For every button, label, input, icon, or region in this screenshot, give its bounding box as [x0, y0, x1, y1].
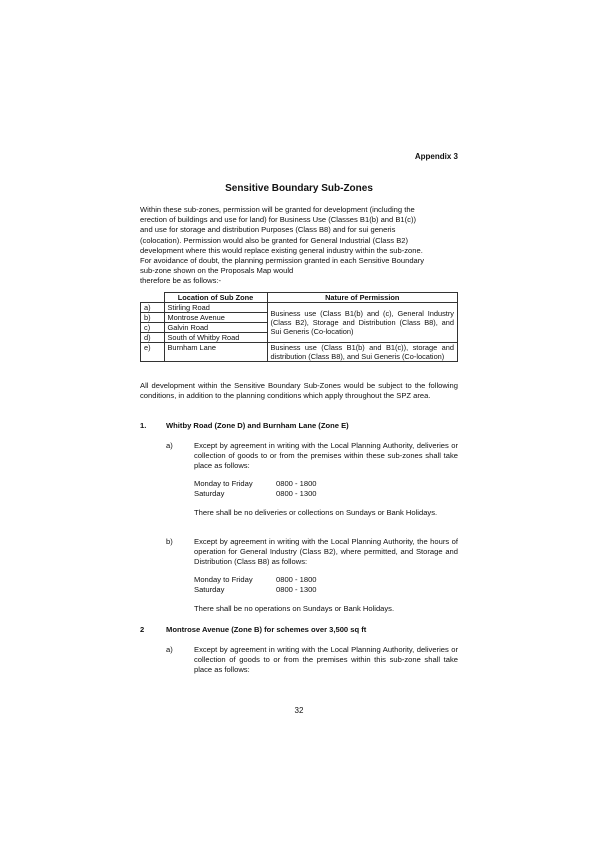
- section-2-item-a-letter: a): [166, 645, 173, 654]
- section-1-note-b: There shall be no operations on Sundays or Bank Holidays.: [194, 604, 395, 613]
- schedule-row: [194, 575, 317, 585]
- intro-line: sub-zone shown on the Proposals Map would: [140, 266, 294, 276]
- schedule-day: Monday to Friday: [194, 575, 253, 584]
- conditions-paragraph: All development within the Sensitive Boundary Sub-Zones would be subject to the following conditions, in addition to the planning conditions which apply throughout the SPZ area.: [140, 381, 458, 401]
- schedule-day: Saturday: [194, 585, 225, 595]
- appendix-label: Appendix 3: [414, 152, 458, 161]
- section-2-number: 2: [140, 625, 145, 634]
- schedule-day: Saturday: [194, 489, 225, 499]
- section-1-item-b-text: Except by agreement in writing with the Local Planning Authority, the hours of operation for General Industry (Class B2), where permitted, and Storage and Distribution (Class B8) as follows:: [194, 537, 458, 567]
- table-header-row: [141, 293, 458, 303]
- section-1-item-a-letter: a): [166, 441, 173, 450]
- row-location: Montrose Avenue: [164, 313, 267, 323]
- header-permission: Nature of Permission: [267, 293, 458, 303]
- schedule-row: [194, 479, 317, 489]
- schedule-time: 0800 - 1800: [276, 575, 317, 584]
- schedule-day: Monday to Friday: [194, 479, 253, 488]
- section-1-number: 1.: [140, 421, 147, 430]
- section-1-note-a: There shall be no deliveries or collections on Sundays or Bank Holidays.: [194, 508, 438, 517]
- permission-e-cell: Business use (Class B1(b) and B1(c)), storage and distribution (Class B8), and Sui Generis (Co-location): [267, 343, 458, 362]
- row-location: Burnham Lane: [164, 343, 267, 362]
- section-2-item-a-text: Except by agreement in writing with the Local Planning Authority, deliveries or collection of goods to or from the premises within this sub-zone shall take place as follows:: [194, 645, 458, 675]
- schedule-time: 0800 - 1300: [276, 585, 317, 595]
- page-number: 32: [294, 706, 304, 715]
- header-location: Location of Sub Zone: [164, 293, 267, 303]
- sub-zone-table: [140, 292, 458, 362]
- schedule-a: [194, 479, 317, 499]
- intro-line: and use for storage and distribution Purposes (Class B8) and for sui generis: [140, 225, 396, 235]
- row-location: Stirling Road: [164, 303, 267, 313]
- section-2-title: Montrose Avenue (Zone B) for schemes over 3,500 sq ft: [166, 625, 367, 634]
- table-header-blank: [141, 293, 165, 303]
- row-letter: a): [141, 303, 165, 313]
- row-letter: b): [141, 313, 165, 323]
- intro-line: therefore be as follows:-: [140, 276, 222, 286]
- section-1-item-b-letter: b): [166, 537, 173, 546]
- schedule-row: [194, 585, 317, 595]
- intro-line: (colocation). Permission would also be granted for General Industrial (Class B2): [140, 235, 409, 245]
- page-title: Sensitive Boundary Sub-Zones: [225, 183, 373, 194]
- table-row: [141, 343, 458, 362]
- row-letter: c): [141, 323, 165, 333]
- row-location: Galvin Road: [164, 323, 267, 333]
- table-row: [141, 303, 458, 313]
- permission-group-cell: Business use (Class B1(b) and (c), General Industry (Class B2), Storage and Distribution (Class B8), and Sui Generis (Co-location): [267, 303, 458, 343]
- intro-line: erection of buildings and use for land) for Business Use (Classes B1(b) and B1(c)): [140, 215, 417, 225]
- row-letter: e): [141, 343, 165, 362]
- intro-line: For avoidance of doubt, the planning permission granted in each Sensitive Boundary: [140, 256, 425, 266]
- intro-line: development where this would replace existing general industry within the sub-zone.: [140, 245, 423, 255]
- schedule-row: [194, 489, 317, 499]
- section-1-title: Whitby Road (Zone D) and Burnham Lane (Zone E): [166, 421, 349, 430]
- row-letter: d): [141, 333, 165, 343]
- row-location: South of Whitby Road: [164, 333, 267, 343]
- schedule-time: 0800 - 1300: [276, 489, 317, 499]
- schedule-b: [194, 575, 317, 595]
- intro-paragraph: [140, 205, 458, 287]
- schedule-time: 0800 - 1800: [276, 479, 317, 488]
- intro-line: Within these sub-zones, permission will be granted for development (including the: [140, 205, 415, 214]
- section-1-item-a-text: Except by agreement in writing with the Local Planning Authority, deliveries or collection of goods to or from the premises within these sub-zones shall take place as follows:: [194, 441, 458, 471]
